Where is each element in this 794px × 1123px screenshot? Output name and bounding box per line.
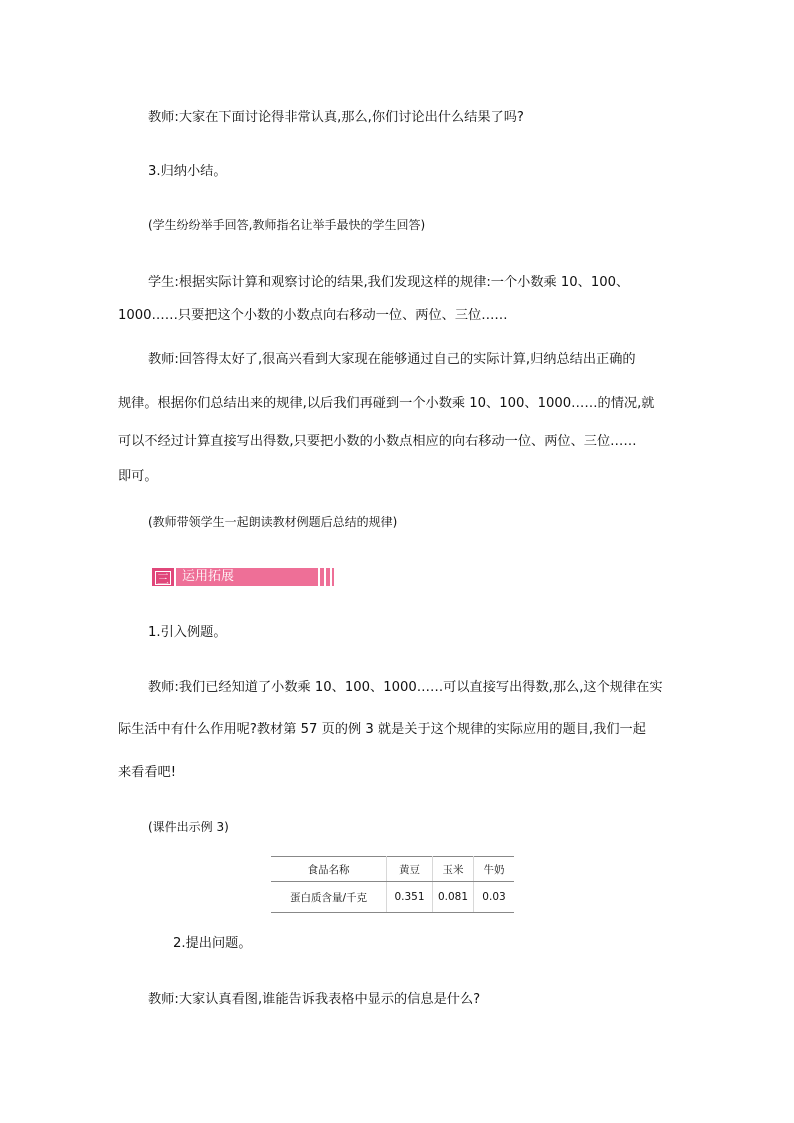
paragraph-teacher-praise-line4: 即可。 [118, 469, 158, 484]
section-title-bar [176, 568, 334, 586]
table-header-cell: 牛奶 [474, 857, 515, 882]
table-header-cell: 玉米 [433, 857, 474, 882]
table-header-cell: 黄豆 [387, 857, 433, 882]
decorative-bars [318, 568, 332, 586]
step-ask-question-heading: 2.提出问题。 [173, 936, 252, 951]
table-row [271, 882, 514, 913]
table-cell: 蛋白质含量/千克 [271, 882, 387, 913]
table-cell: 0.081 [433, 882, 474, 913]
section-banner [152, 568, 334, 588]
stage-direction-show-example: (课件出示例 3) [148, 820, 229, 834]
protein-content-table [271, 856, 514, 913]
paragraph-student-answer-line2: 1000……只要把这个小数的小数点向右移动一位、两位、三位…… [118, 308, 508, 323]
stage-direction-students-answer: (学生纷纷举手回答,教师指名让举手最快的学生回答) [148, 218, 426, 232]
paragraph-teacher-look-table: 教师:大家认真看图,谁能告诉我表格中显示的信息是什么? [148, 992, 481, 1007]
paragraph-teacher-question: 教师:大家在下面讨论得非常认真,那么,你们讨论出什么结果了吗? [148, 110, 524, 125]
section-number: 三 [156, 572, 169, 586]
paragraph-teacher-praise-line1: 教师:回答得太好了,很高兴看到大家现在能够通过自己的实际计算,归纳总结出正确的 [148, 352, 636, 367]
paragraph-student-answer-line1: 学生:根据实际计算和观察讨论的结果,我们发现这样的规律:一个小数乘 10、100、 [148, 275, 630, 290]
paragraph-teacher-praise-line3: 可以不经过计算直接写出得数,只要把小数的小数点相应的向右移动一位、两位、三位…… [118, 434, 637, 449]
stage-direction-read-aloud: (教师带领学生一起朗读教材例题后总结的规律) [148, 515, 398, 529]
paragraph-teacher-example-line1: 教师:我们已经知道了小数乘 10、100、1000……可以直接写出得数,那么,这个规律在实 [148, 680, 663, 695]
step-intro-example-heading: 1.引入例题。 [148, 625, 227, 640]
table-cell: 0.03 [474, 882, 515, 913]
table-header-row [271, 857, 514, 882]
section-number-box [152, 568, 174, 586]
table-cell: 0.351 [387, 882, 433, 913]
step-summary-heading: 3.归纳小结。 [148, 164, 227, 179]
paragraph-teacher-example-line3: 来看看吧! [118, 765, 177, 780]
table-header-cell: 食品名称 [271, 857, 387, 882]
paragraph-teacher-praise-line2: 规律。根据你们总结出来的规律,以后我们再碰到一个小数乘 10、100、1000……的情况,就 [118, 396, 655, 411]
paragraph-teacher-example-line2: 际生活中有什么作用呢?教材第 57 页的例 3 就是关于这个规律的实际应用的题目,我们一起 [118, 722, 646, 737]
section-title: 运用拓展 [182, 569, 235, 584]
